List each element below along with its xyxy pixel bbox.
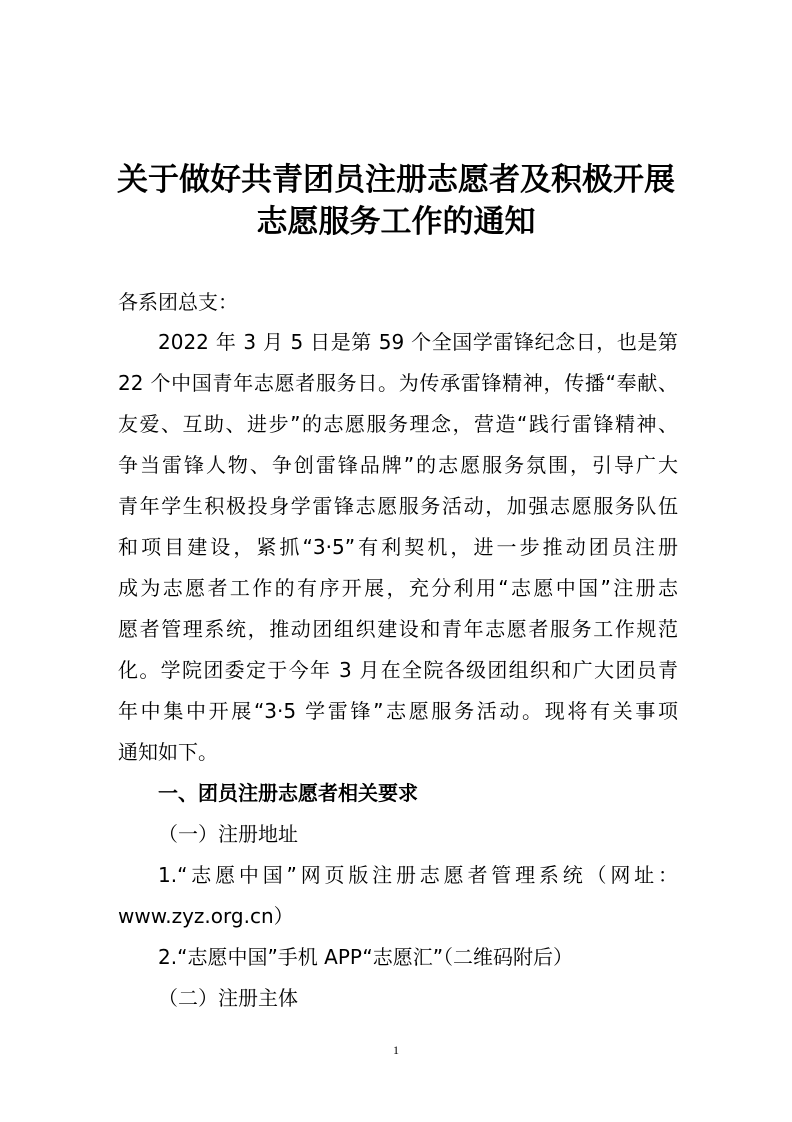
item-1-line-1: 1.“志愿中国”网页版注册志愿者管理系统（网址： [158,863,678,887]
salutation: 各系团总支： [118,290,238,314]
body-line: 22 个中国青年志愿者服务日。为传承雷锋精神，传播“奉献、 [118,371,678,395]
section-heading: 一、团员注册志愿者相关要求 [158,781,418,805]
body-line: 青年学生积极投身学雷锋志愿服务活动，加强志愿服务队伍 [118,494,678,518]
subsection-heading-2: （二）注册主体 [158,986,298,1010]
page-number: 1 [393,1043,399,1057]
document-title-line-1: 关于做好共青团员注册志愿者及积极开展 [117,162,675,198]
body-line: 通知如下。 [118,740,218,764]
body-line: 和项目建设，紧抓“3·5”有利契机，进一步推动团员注册 [118,535,678,559]
body-line: 愿者管理系统，推动团组织建设和青年志愿者服务工作规范 [118,617,678,641]
body-line: 争当雷锋人物、争创雷锋品牌”的志愿服务氛围，引导广大 [118,453,678,477]
body-line: 化。学院团委定于今年 3 月在全院各级团组织和广大团员青 [118,658,678,682]
body-line: 友爱、互助、进步”的志愿服务理念，营造“践行雷锋精神、 [118,412,678,436]
item-2: 2.“志愿中国”手机 APP“志愿汇”（二维码附后） [158,945,574,969]
item-1-line-2: www.zyz.org.cn） [118,904,294,928]
subsection-heading-1: （一）注册地址 [158,822,298,846]
body-line: 年中集中开展“3·5 学雷锋”志愿服务活动。现将有关事项 [118,699,678,723]
body-line: 成为志愿者工作的有序开展，充分利用“志愿中国”注册志 [118,576,678,600]
body-line: 2022 年 3 月 5 日是第 59 个全国学雷锋纪念日，也是第 [158,330,678,354]
document-title-line-2: 志愿服务工作的通知 [256,204,536,240]
